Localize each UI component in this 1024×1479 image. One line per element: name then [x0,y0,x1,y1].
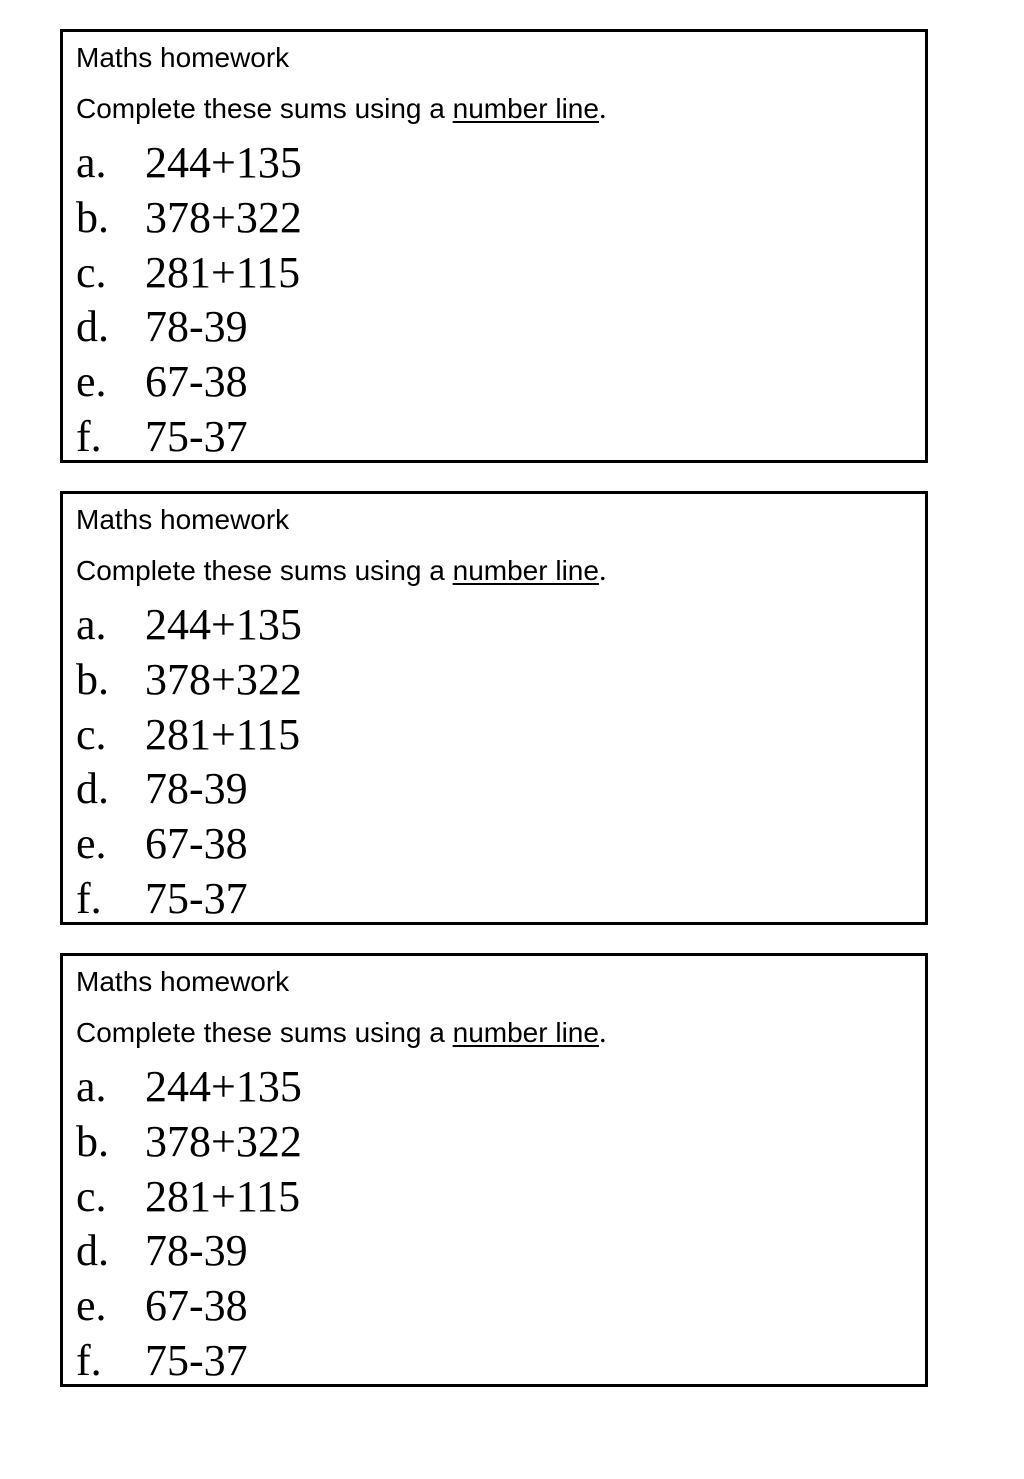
problem-list [76,598,302,926]
card-instruction [76,93,606,125]
problem-item [76,191,302,246]
problem-letter: e. [76,357,107,407]
problem-sum: 75-37 [145,1335,248,1385]
problem-item [76,707,302,762]
problem-item [76,871,302,926]
instruction-period: . [598,1016,607,1049]
problem-sum: 244+135 [145,1062,302,1112]
problem-sum: 281+115 [145,1171,301,1221]
problem-list [76,136,302,464]
problem-sum: 78-39 [145,1226,248,1276]
problem-letter: a. [76,138,107,188]
problem-item [76,653,302,708]
card-instruction [76,555,606,587]
problem-letter: f. [76,1335,102,1385]
homework-card-3 [60,953,928,1387]
problem-sum: 378+322 [145,1117,302,1167]
problem-sum: 78-39 [145,764,248,814]
problem-item [76,409,302,464]
problem-sum: 244+135 [145,138,302,188]
problem-list [76,1060,302,1388]
problem-sum: 378+322 [145,655,302,705]
problem-letter: b. [76,1117,109,1167]
problem-item [76,136,302,191]
problem-item [76,1279,302,1334]
problem-item [76,1115,302,1170]
instruction-period: . [598,554,607,587]
problem-item [76,1169,302,1224]
problem-sum: 281+115 [145,247,301,297]
homework-card-1 [60,29,928,463]
problem-sum: 67-38 [145,819,248,869]
problem-letter: c. [76,1171,107,1221]
problem-sum: 78-39 [145,302,248,352]
instruction-text: Complete these sums using a [76,1017,453,1048]
problem-letter: b. [76,655,109,705]
problem-sum: 75-37 [145,411,248,461]
problem-letter: f. [76,873,102,923]
problem-item [76,1224,302,1279]
problem-item [76,355,302,410]
instruction-underlined-term: number line [452,1017,599,1048]
instruction-underlined-term: number line [452,555,599,586]
problem-item [76,300,302,355]
problem-letter: d. [76,302,109,352]
instruction-underlined-term: number line [452,93,599,124]
problem-sum: 378+322 [145,193,302,243]
problem-item [76,1333,302,1388]
card-title: Maths homework [76,504,290,535]
problem-sum: 244+135 [145,600,302,650]
problem-sum: 67-38 [145,1281,248,1331]
instruction-period: . [598,92,607,125]
problem-item [76,817,302,872]
instruction-text: Complete these sums using a [76,555,453,586]
problem-letter: d. [76,764,109,814]
problem-letter: d. [76,1226,109,1276]
problem-item [76,1060,302,1115]
problem-item [76,245,302,300]
card-title: Maths homework [76,966,290,997]
problem-letter: c. [76,247,107,297]
card-title: Maths homework [76,42,290,73]
problem-letter: e. [76,819,107,869]
problem-sum: 281+115 [145,709,301,759]
problem-letter: b. [76,193,109,243]
problem-sum: 67-38 [145,357,248,407]
problem-letter: a. [76,600,107,650]
homework-card-2 [60,491,928,925]
problem-sum: 75-37 [145,873,248,923]
problem-letter: f. [76,411,102,461]
card-instruction [76,1017,606,1049]
problem-letter: e. [76,1281,107,1331]
problem-letter: a. [76,1062,107,1112]
problem-item [76,762,302,817]
problem-letter: c. [76,709,107,759]
instruction-text: Complete these sums using a [76,93,453,124]
problem-item [76,598,302,653]
